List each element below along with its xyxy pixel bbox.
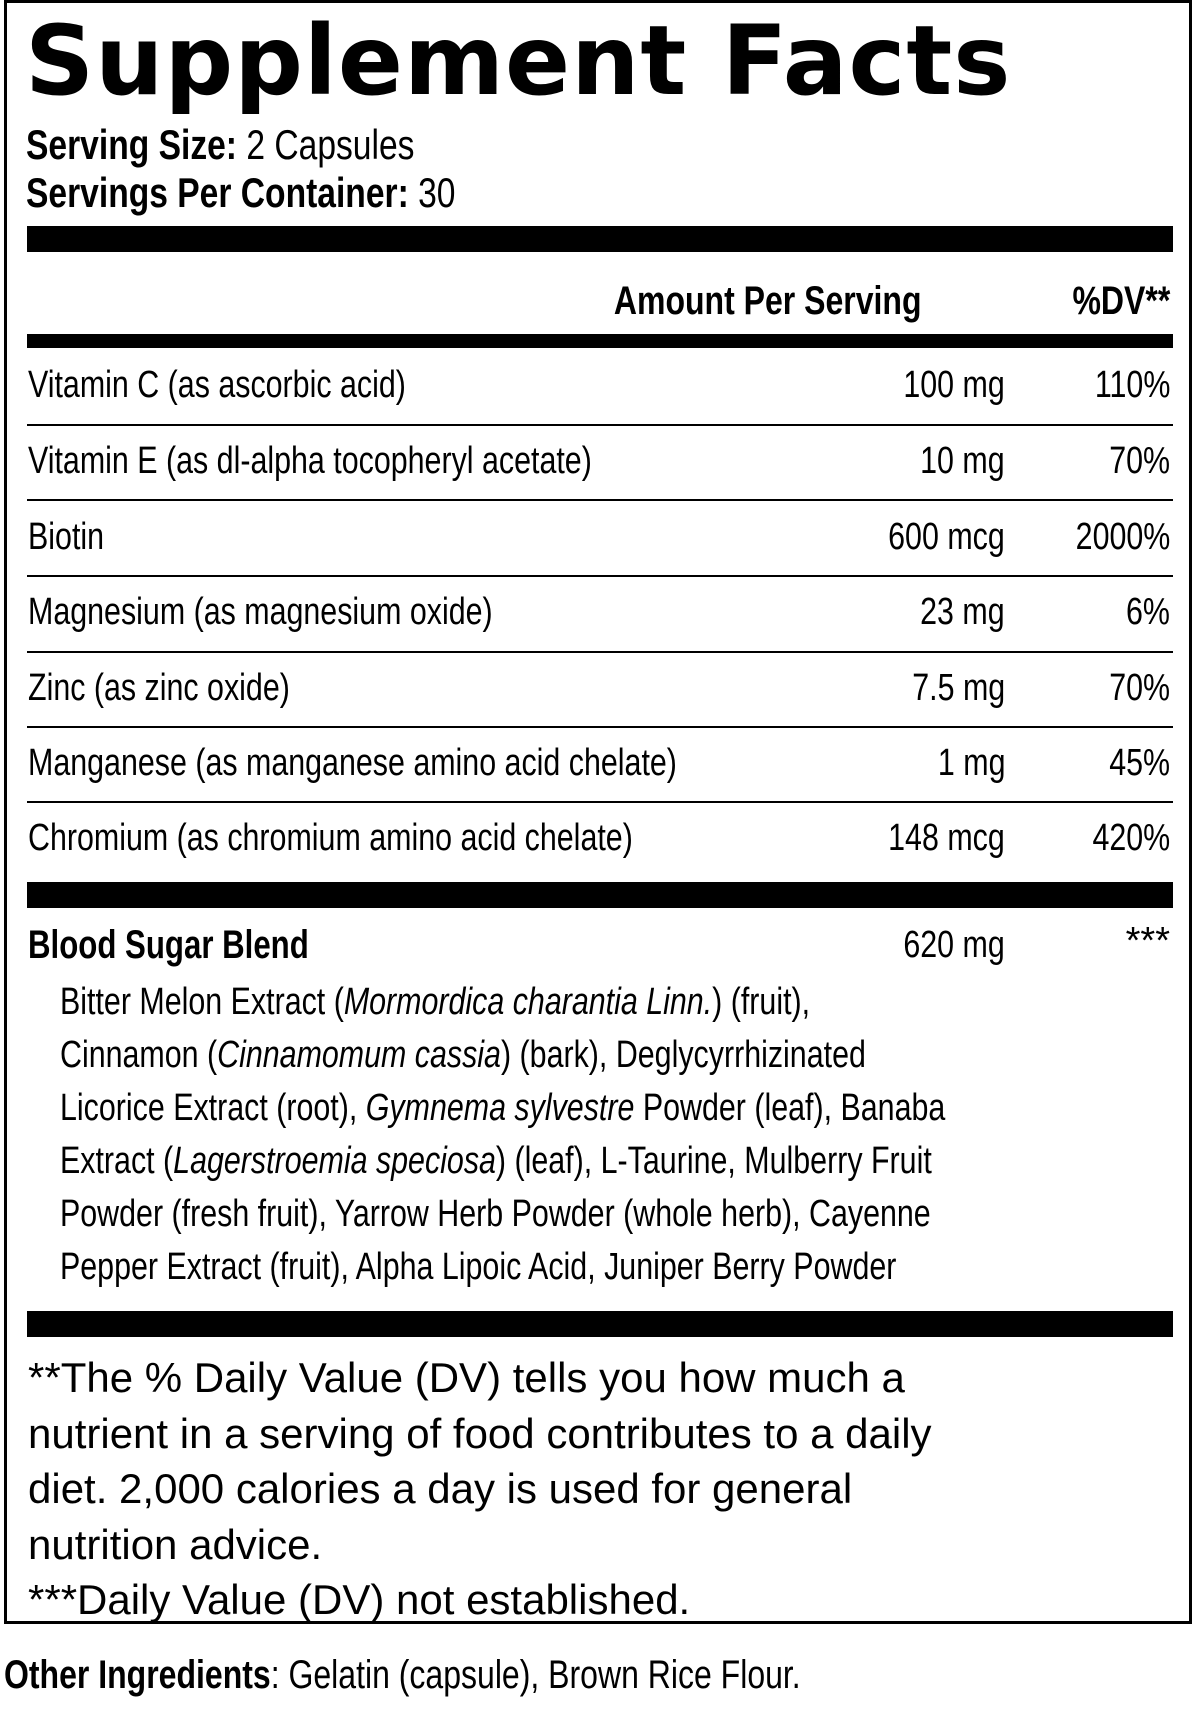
ingredient-text: ) (fruit), bbox=[712, 981, 811, 1023]
row-divider bbox=[27, 424, 1173, 426]
nutrient-dv: 70% bbox=[1109, 440, 1170, 482]
row-divider bbox=[27, 575, 1173, 577]
ingredient-text: Licorice Extract (root), bbox=[60, 1087, 366, 1129]
nutrient-row bbox=[0, 360, 1200, 410]
nutrient-dv: 110% bbox=[1094, 364, 1170, 406]
ingredient-latin-name: Mormordica charantia Linn. bbox=[343, 981, 713, 1023]
nutrient-amount: 148 mcg bbox=[888, 817, 1005, 859]
nutrient-name: Magnesium (as magnesium oxide) bbox=[28, 591, 493, 633]
footnote-line: nutrient in a serving of food contributes to a daily bbox=[28, 1409, 932, 1457]
nutrient-row bbox=[0, 663, 1200, 713]
footnote-line: ***Daily Value (DV) not established. bbox=[28, 1576, 691, 1623]
ingredient-line: Powder (fresh fruit), Yarrow Herb Powder (whole herb), Cayenne bbox=[60, 1193, 931, 1235]
ingredient-latin-name: Lagerstroemia speciosa bbox=[173, 1140, 496, 1182]
footnotes bbox=[28, 1350, 932, 1628]
other-ingredients-value: : Gelatin (capsule), Brown Rice Flour. bbox=[270, 1653, 801, 1697]
servings-per-container-value: 30 bbox=[408, 169, 456, 216]
ingredient-line bbox=[60, 1082, 1156, 1135]
nutrient-row bbox=[0, 512, 1200, 562]
amount-per-serving-header: Amount Per Serving bbox=[614, 279, 922, 323]
ingredient-text: Extract ( bbox=[60, 1140, 174, 1182]
panel-title: Supplement Facts bbox=[25, 5, 1012, 117]
row-divider bbox=[27, 801, 1173, 803]
nutrient-amount: 7.5 mg bbox=[912, 667, 1005, 709]
nutrient-amount: 10 mg bbox=[920, 440, 1005, 482]
nutrient-name: Vitamin E (as dl-alpha tocopheryl acetate) bbox=[28, 440, 592, 482]
other-ingredients bbox=[4, 1650, 801, 1700]
row-divider bbox=[27, 499, 1173, 501]
nutrient-name: Manganese (as manganese amino acid chelate) bbox=[28, 742, 677, 784]
nutrient-dv: 420% bbox=[1092, 817, 1170, 859]
serving-size-value: 2 Capsules bbox=[237, 121, 415, 168]
footnote-line: diet. 2,000 calories a day is used for general bbox=[28, 1465, 853, 1512]
ingredient-latin-name: Gymnema sylvestre bbox=[365, 1087, 635, 1129]
ingredient-text: ) (bark), Deglycyrrhizinated bbox=[500, 1034, 866, 1076]
ingredient-line bbox=[60, 976, 1156, 1029]
daily-value-header: %DV** bbox=[1072, 279, 1170, 323]
nutrient-row bbox=[0, 436, 1200, 486]
nutrient-name: Chromium (as chromium amino acid chelate) bbox=[28, 817, 633, 859]
thick-divider-footnotes bbox=[27, 1311, 1173, 1337]
nutrient-name: Vitamin C (as ascorbic acid) bbox=[28, 364, 406, 406]
footnote-line: **The % Daily Value (DV) tells you how much a bbox=[28, 1354, 905, 1401]
ingredient-text: Bitter Melon Extract ( bbox=[60, 981, 344, 1023]
nutrient-row bbox=[0, 587, 1200, 637]
thick-divider-blend bbox=[27, 882, 1173, 908]
nutrient-row bbox=[0, 738, 1200, 788]
servings-per-container-label: Servings Per Container: bbox=[26, 169, 409, 216]
nutrient-amount: 23 mg bbox=[920, 591, 1005, 633]
nutrient-amount: 1 mg bbox=[937, 742, 1005, 784]
nutrient-name: Zinc (as zinc oxide) bbox=[28, 667, 290, 709]
medium-divider bbox=[27, 334, 1173, 348]
blend-amount: 620 mg bbox=[903, 924, 1005, 966]
nutrient-dv: 6% bbox=[1126, 591, 1170, 633]
ingredient-text: Powder (leaf), Banaba bbox=[634, 1087, 946, 1129]
nutrient-dv: 70% bbox=[1109, 667, 1170, 709]
nutrient-amount: 100 mg bbox=[903, 364, 1005, 406]
row-divider bbox=[27, 651, 1173, 653]
nutrient-row bbox=[0, 813, 1200, 863]
ingredient-line bbox=[60, 1029, 1156, 1082]
blend-ingredients bbox=[60, 976, 1156, 1294]
nutrient-dv: 2000% bbox=[1075, 516, 1170, 558]
ingredient-text: ) (leaf), L-Taurine, Mulberry Fruit bbox=[495, 1140, 932, 1182]
nutrient-name: Biotin bbox=[28, 516, 105, 558]
other-ingredients-label: Other Ingredients bbox=[4, 1653, 271, 1697]
ingredient-line: Pepper Extract (fruit), Alpha Lipoic Acid, Juniper Berry Powder bbox=[60, 1246, 897, 1288]
nutrient-dv: 45% bbox=[1109, 742, 1170, 784]
footnote-line: nutrition advice. bbox=[28, 1520, 323, 1568]
nutrient-amount: 600 mcg bbox=[888, 516, 1005, 558]
blend-name: Blood Sugar Blend bbox=[28, 923, 309, 967]
row-divider bbox=[27, 726, 1173, 728]
ingredient-line bbox=[60, 1135, 1156, 1188]
thick-divider-top bbox=[27, 226, 1173, 252]
ingredient-text: Cinnamon ( bbox=[60, 1034, 218, 1076]
blend-dv: *** bbox=[1125, 920, 1170, 962]
servings-per-container bbox=[26, 170, 455, 216]
serving-size bbox=[26, 122, 414, 168]
ingredient-latin-name: Cinnamomum cassia bbox=[217, 1034, 501, 1076]
serving-size-label: Serving Size: bbox=[26, 121, 238, 168]
